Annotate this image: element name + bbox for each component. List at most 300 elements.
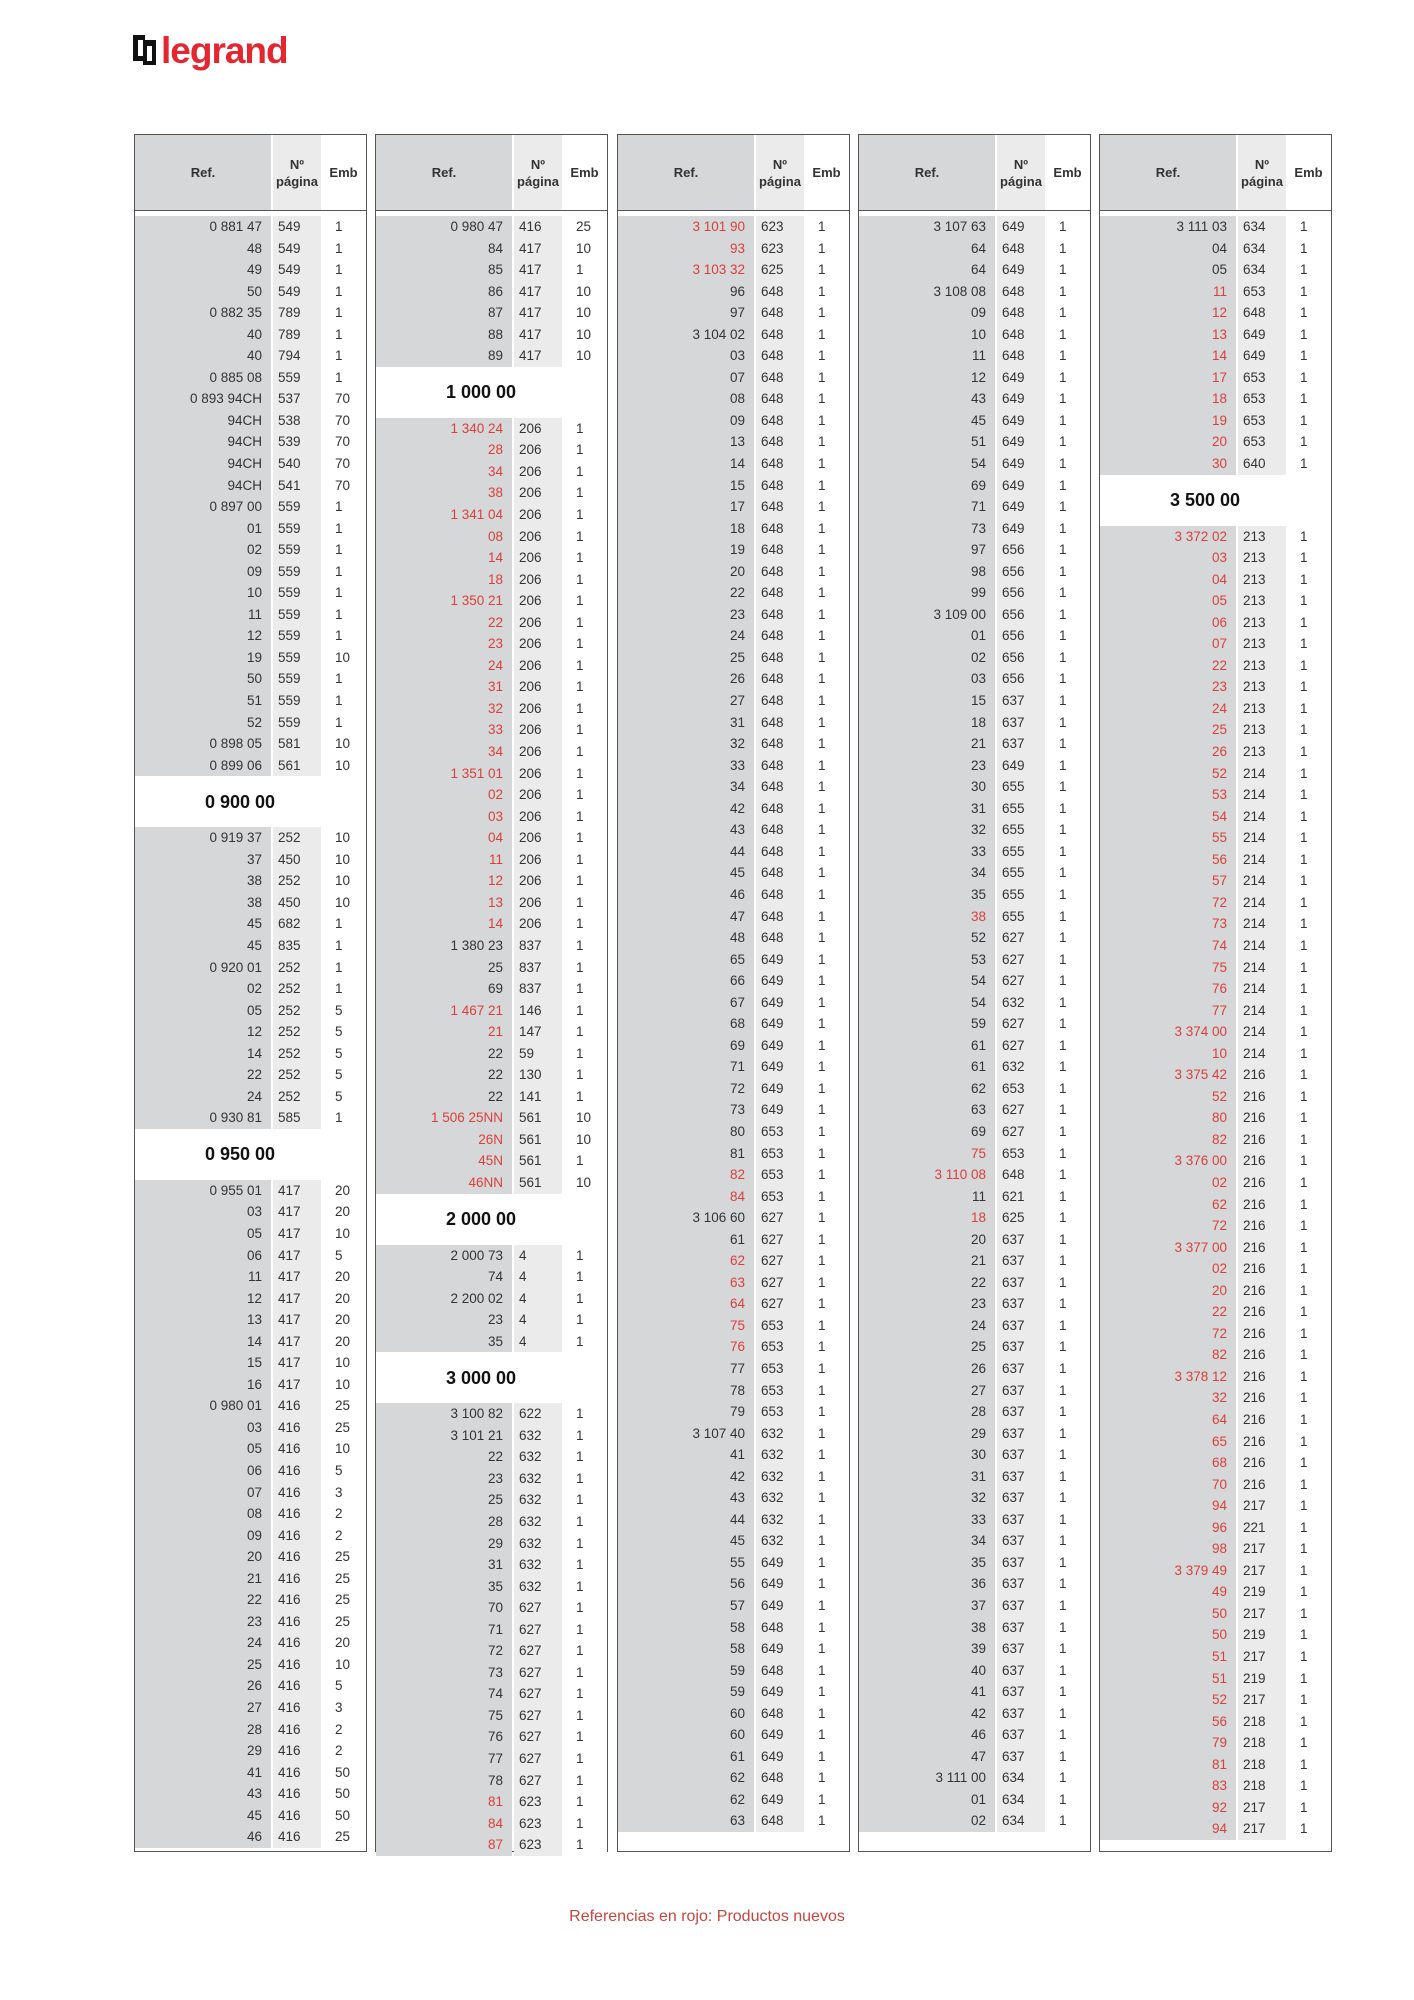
ref-cell: 51 — [859, 431, 995, 453]
ref-cell: 32 — [859, 1487, 995, 1509]
header-pagina-line2: página — [517, 173, 559, 189]
table-row — [618, 345, 849, 367]
emb-cell: 1 — [1045, 1099, 1090, 1121]
table-row-new-product — [1100, 806, 1331, 828]
table-row — [135, 281, 366, 303]
page-cell: 559 — [273, 582, 321, 604]
emb-cell: 1 — [1045, 992, 1090, 1014]
ref-cell: 43 — [618, 819, 754, 841]
emb-cell: 1 — [1286, 612, 1331, 634]
ref-cell: 64 — [618, 1293, 754, 1315]
page-cell: 416 — [273, 1438, 321, 1460]
header-ref: Ref. — [859, 135, 995, 210]
table-row — [135, 604, 366, 626]
emb-cell: 1 — [1286, 1215, 1331, 1237]
ref-cell: 94CH — [135, 431, 271, 453]
emb-cell: 1 — [804, 1186, 849, 1208]
reference-table-column-1 — [134, 134, 367, 1852]
page-cell: 417 — [514, 259, 562, 281]
ref-cell: 31 — [376, 1554, 512, 1576]
emb-cell: 1 — [1045, 1336, 1090, 1358]
ref-cell: 32 — [859, 819, 995, 841]
ref-cell: 97 — [859, 539, 995, 561]
page-cell: 655 — [997, 819, 1045, 841]
page-cell: 214 — [1238, 913, 1286, 935]
table-row — [859, 518, 1090, 540]
ref-cell: 36 — [859, 1573, 995, 1595]
table-rows — [1100, 211, 1331, 1840]
ref-cell: 05 — [135, 1223, 271, 1245]
table-row-new-product — [1100, 1301, 1331, 1323]
ref-cell: 33 — [859, 841, 995, 863]
page-cell: 549 — [273, 216, 321, 238]
page-cell: 206 — [514, 676, 562, 698]
page-cell: 416 — [273, 1805, 321, 1827]
emb-cell: 1 — [804, 1380, 849, 1402]
emb-cell: 20 — [321, 1309, 366, 1331]
ref-cell: 75 — [859, 1143, 995, 1165]
ref-cell: 0 955 01 — [135, 1180, 271, 1202]
emb-cell: 20 — [321, 1266, 366, 1288]
emb-cell: 1 — [1286, 1775, 1331, 1797]
emb-cell: 1 — [1045, 1272, 1090, 1294]
page-cell: 648 — [997, 324, 1045, 346]
reference-table-column-2 — [375, 134, 608, 1852]
table-row — [376, 1597, 607, 1619]
emb-cell: 1 — [804, 906, 849, 928]
page-cell: 213 — [1238, 569, 1286, 591]
ref-cell: 34 — [859, 862, 995, 884]
emb-cell: 1 — [804, 1810, 849, 1832]
table-row — [376, 345, 607, 367]
table-row — [376, 1288, 607, 1310]
table-row — [376, 1511, 607, 1533]
page-cell: 653 — [756, 1336, 804, 1358]
ref-cell: 11 — [859, 1186, 995, 1208]
page-cell: 649 — [997, 367, 1045, 389]
ref-cell: 13 — [376, 892, 512, 914]
emb-cell: 1 — [562, 1576, 607, 1598]
table-row-new-product — [376, 1834, 607, 1856]
ref-cell: 3 103 32 — [618, 259, 754, 281]
table-row — [859, 1423, 1090, 1445]
ref-cell: 71 — [859, 496, 995, 518]
ref-cell: 3 107 63 — [859, 216, 995, 238]
emb-cell: 1 — [1045, 1681, 1090, 1703]
table-row-new-product — [1100, 784, 1331, 806]
emb-cell: 5 — [321, 1064, 366, 1086]
page-cell: 416 — [273, 1654, 321, 1676]
emb-cell: 1 — [562, 1726, 607, 1748]
emb-cell: 1 — [321, 978, 366, 1000]
emb-cell: 1 — [562, 741, 607, 763]
table-row — [618, 302, 849, 324]
emb-cell: 10 — [562, 324, 607, 346]
table-row-new-product — [1100, 1021, 1331, 1043]
ref-cell: 93 — [618, 238, 754, 260]
table-row-new-product — [1100, 1043, 1331, 1065]
ref-cell: 13 — [135, 1309, 271, 1331]
section-heading: 0 900 00 — [135, 780, 366, 824]
page-cell: 637 — [997, 1336, 1045, 1358]
emb-cell: 1 — [1286, 569, 1331, 591]
page-cell: 648 — [756, 712, 804, 734]
table-row — [376, 935, 607, 957]
emb-cell: 10 — [562, 1107, 607, 1129]
emb-cell: 1 — [1045, 1660, 1090, 1682]
page-cell: 627 — [756, 1229, 804, 1251]
page-cell: 649 — [997, 518, 1045, 540]
table-row-new-product — [1100, 1732, 1331, 1754]
emb-cell: 10 — [321, 1352, 366, 1374]
ref-cell: 97 — [618, 302, 754, 324]
emb-cell: 1 — [321, 1107, 366, 1129]
page-cell: 252 — [273, 978, 321, 1000]
emb-cell: 1 — [1045, 1078, 1090, 1100]
emb-cell: 1 — [321, 913, 366, 935]
page-cell: 632 — [756, 1530, 804, 1552]
page-cell: 416 — [273, 1826, 321, 1848]
ref-cell: 20 — [1100, 1280, 1236, 1302]
page-cell: 637 — [997, 1681, 1045, 1703]
emb-cell: 1 — [1286, 1280, 1331, 1302]
ref-cell: 72 — [1100, 1323, 1236, 1345]
page-cell: 637 — [997, 1530, 1045, 1552]
ref-cell: 94CH — [135, 453, 271, 475]
reference-table-column-5 — [1099, 134, 1332, 1852]
emb-cell: 1 — [804, 862, 849, 884]
page-cell: 559 — [273, 539, 321, 561]
page-cell: 214 — [1238, 957, 1286, 979]
ref-cell: 02 — [859, 647, 995, 669]
table-row — [135, 561, 366, 583]
table-row — [859, 1056, 1090, 1078]
table-row-new-product — [1100, 388, 1331, 410]
emb-cell: 2 — [321, 1503, 366, 1525]
ref-cell: 24 — [1100, 698, 1236, 720]
ref-cell: 22 — [135, 1589, 271, 1611]
page-cell: 416 — [273, 1762, 321, 1784]
page-cell: 632 — [997, 992, 1045, 1014]
table-rows — [376, 211, 607, 1856]
ref-cell: 72 — [376, 1640, 512, 1662]
table-row — [135, 539, 366, 561]
ref-cell: 07 — [618, 367, 754, 389]
page-cell: 206 — [514, 763, 562, 785]
table-row-new-product — [376, 676, 607, 698]
emb-cell: 1 — [804, 1056, 849, 1078]
page-cell: 216 — [1238, 1237, 1286, 1259]
page-cell: 632 — [997, 1056, 1045, 1078]
page-cell: 637 — [997, 1250, 1045, 1272]
ref-cell: 43 — [135, 1783, 271, 1805]
ref-cell: 55 — [618, 1552, 754, 1574]
header-emb: Emb — [804, 135, 849, 210]
emb-cell: 1 — [562, 1791, 607, 1813]
emb-cell: 1 — [562, 1331, 607, 1353]
table-rows — [135, 211, 366, 1848]
page-cell: 217 — [1238, 1797, 1286, 1819]
table-row-new-product — [1100, 1495, 1331, 1517]
ref-cell: 94CH — [135, 410, 271, 432]
table-row — [135, 647, 366, 669]
page-cell: 634 — [1238, 216, 1286, 238]
page-cell: 649 — [997, 755, 1045, 777]
table-row-new-product — [376, 741, 607, 763]
emb-cell: 1 — [562, 526, 607, 548]
ref-cell: 22 — [376, 1064, 512, 1086]
page-cell: 648 — [756, 625, 804, 647]
page-cell: 632 — [756, 1444, 804, 1466]
ref-cell: 37 — [859, 1595, 995, 1617]
ref-cell: 50 — [1100, 1624, 1236, 1646]
table-row — [618, 475, 849, 497]
emb-cell: 10 — [321, 892, 366, 914]
emb-cell: 5 — [321, 1086, 366, 1108]
page-cell: 655 — [997, 841, 1045, 863]
page-cell: 206 — [514, 612, 562, 634]
page-cell: 637 — [997, 1466, 1045, 1488]
page-cell: 634 — [1238, 259, 1286, 281]
table-row — [859, 884, 1090, 906]
table-row-new-product — [1100, 1258, 1331, 1280]
header-pagina-line2: página — [1000, 173, 1042, 189]
emb-cell: 1 — [1045, 604, 1090, 626]
emb-cell: 1 — [562, 1245, 607, 1267]
ref-cell: 43 — [859, 388, 995, 410]
page-cell: 794 — [273, 345, 321, 367]
emb-cell: 1 — [804, 1509, 849, 1531]
ref-cell: 42 — [618, 798, 754, 820]
ref-cell: 06 — [135, 1245, 271, 1267]
table-row — [618, 690, 849, 712]
emb-cell: 10 — [562, 238, 607, 260]
emb-cell: 1 — [562, 655, 607, 677]
ref-cell: 06 — [1100, 612, 1236, 634]
emb-cell: 1 — [562, 827, 607, 849]
emb-cell: 1 — [1286, 1452, 1331, 1474]
ref-cell: 30 — [1100, 453, 1236, 475]
table-row — [376, 1064, 607, 1086]
page-cell: 561 — [514, 1129, 562, 1151]
table-row-new-product — [376, 504, 607, 526]
ref-cell: 51 — [135, 690, 271, 712]
page-cell: 625 — [756, 259, 804, 281]
emb-cell: 1 — [1045, 238, 1090, 260]
ref-cell: 04 — [1100, 569, 1236, 591]
ref-cell: 0 919 37 — [135, 827, 271, 849]
emb-cell: 25 — [321, 1826, 366, 1848]
page-cell: 648 — [756, 1660, 804, 1682]
page-cell: 559 — [273, 604, 321, 626]
page-cell: 217 — [1238, 1818, 1286, 1840]
ref-cell: 3 111 03 — [1100, 216, 1236, 238]
page-cell: 653 — [1238, 431, 1286, 453]
table-row — [859, 1810, 1090, 1832]
page-cell: 648 — [756, 690, 804, 712]
emb-cell: 1 — [1045, 1595, 1090, 1617]
ref-cell: 15 — [135, 1352, 271, 1374]
page-cell: 653 — [997, 1078, 1045, 1100]
page-cell: 637 — [997, 1293, 1045, 1315]
page-cell: 206 — [514, 870, 562, 892]
emb-cell: 25 — [562, 216, 607, 238]
emb-cell: 1 — [804, 1466, 849, 1488]
table-row — [376, 1468, 607, 1490]
page-cell: 648 — [756, 1767, 804, 1789]
emb-cell: 1 — [1286, 1194, 1331, 1216]
ref-cell: 58 — [618, 1617, 754, 1639]
page-cell: 627 — [514, 1770, 562, 1792]
page-cell: 632 — [514, 1576, 562, 1598]
ref-cell: 21 — [135, 1568, 271, 1590]
table-header — [376, 135, 607, 211]
ref-cell: 64 — [859, 259, 995, 281]
table-row-new-product — [376, 806, 607, 828]
table-row — [618, 1056, 849, 1078]
emb-cell: 1 — [1045, 970, 1090, 992]
table-row — [618, 1638, 849, 1660]
emb-cell: 1 — [321, 281, 366, 303]
emb-cell: 1 — [1286, 345, 1331, 367]
page-cell: 648 — [997, 238, 1045, 260]
page-cell: 416 — [273, 1395, 321, 1417]
ref-cell: 22 — [1100, 1301, 1236, 1323]
table-row-new-product — [1100, 741, 1331, 763]
ref-cell: 38 — [859, 906, 995, 928]
table-row — [135, 1086, 366, 1108]
emb-cell: 1 — [1045, 453, 1090, 475]
ref-cell: 48 — [135, 238, 271, 260]
page-cell: 648 — [997, 345, 1045, 367]
emb-cell: 1 — [562, 1640, 607, 1662]
emb-cell: 1 — [804, 518, 849, 540]
page-cell: 206 — [514, 806, 562, 828]
table-row — [859, 1336, 1090, 1358]
ref-cell: 24 — [376, 655, 512, 677]
table-row — [376, 302, 607, 324]
ref-cell: 28 — [135, 1719, 271, 1741]
ref-cell: 80 — [618, 1121, 754, 1143]
emb-cell: 10 — [321, 827, 366, 849]
table-row — [135, 324, 366, 346]
emb-cell: 1 — [1286, 1366, 1331, 1388]
emb-cell: 5 — [321, 1675, 366, 1697]
page-cell: 648 — [756, 776, 804, 798]
emb-cell: 1 — [1286, 367, 1331, 389]
table-row — [135, 870, 366, 892]
ref-cell: 10 — [135, 582, 271, 604]
table-row — [135, 1395, 366, 1417]
emb-cell: 1 — [1045, 1509, 1090, 1531]
table-row — [376, 1331, 607, 1353]
ref-cell: 0 893 94CH — [135, 388, 271, 410]
ref-cell: 14 — [135, 1331, 271, 1353]
page-cell: 632 — [514, 1468, 562, 1490]
table-row — [859, 281, 1090, 303]
emb-cell: 1 — [562, 1834, 607, 1856]
table-row — [376, 978, 607, 1000]
page-cell: 252 — [273, 1000, 321, 1022]
page-cell: 417 — [514, 238, 562, 260]
reference-table-column-4 — [858, 134, 1091, 1852]
page-cell: 416 — [273, 1525, 321, 1547]
ref-cell: 07 — [1100, 633, 1236, 655]
emb-cell: 1 — [321, 668, 366, 690]
emb-cell: 1 — [1045, 1487, 1090, 1509]
emb-cell: 1 — [804, 625, 849, 647]
page-cell: 214 — [1238, 849, 1286, 871]
ref-cell: 85 — [376, 259, 512, 281]
page-cell: 417 — [514, 302, 562, 324]
page-cell: 623 — [514, 1813, 562, 1835]
emb-cell: 1 — [562, 439, 607, 461]
ref-cell: 50 — [135, 281, 271, 303]
emb-cell: 1 — [1045, 1229, 1090, 1251]
emb-cell: 1 — [1045, 841, 1090, 863]
table-row-new-product — [376, 849, 607, 871]
page-cell: 653 — [1238, 410, 1286, 432]
table-row-new-product — [376, 418, 607, 440]
page-cell: 648 — [756, 324, 804, 346]
table-row — [135, 849, 366, 871]
emb-cell: 1 — [1286, 259, 1331, 281]
page-cell: 206 — [514, 913, 562, 935]
table-row-new-product — [376, 526, 607, 548]
ref-cell: 31 — [859, 1466, 995, 1488]
ref-cell: 0 882 35 — [135, 302, 271, 324]
page-cell: 648 — [756, 475, 804, 497]
emb-cell: 25 — [321, 1589, 366, 1611]
emb-cell: 1 — [1045, 1380, 1090, 1402]
ref-cell: 60 — [618, 1724, 754, 1746]
page-cell: 632 — [756, 1487, 804, 1509]
ref-cell: 63 — [618, 1810, 754, 1832]
ref-cell: 3 375 42 — [1100, 1064, 1236, 1086]
page-cell: 214 — [1238, 892, 1286, 914]
table-row — [135, 1288, 366, 1310]
page-cell: 585 — [273, 1107, 321, 1129]
emb-cell: 1 — [562, 763, 607, 785]
page-cell: 541 — [273, 475, 321, 497]
page-cell: 141 — [514, 1086, 562, 1108]
ref-cell: 54 — [859, 970, 995, 992]
header-ref: Ref. — [135, 135, 271, 210]
page-cell: 213 — [1238, 612, 1286, 634]
ref-cell: 01 — [135, 518, 271, 540]
page-cell: 4 — [514, 1245, 562, 1267]
ref-cell: 35 — [859, 1552, 995, 1574]
table-row-new-product — [376, 1172, 607, 1194]
emb-cell: 10 — [562, 302, 607, 324]
table-row — [135, 1482, 366, 1504]
header-pagina-line2: página — [1241, 173, 1283, 189]
emb-cell: 50 — [321, 1762, 366, 1784]
table-row-new-product — [1100, 324, 1331, 346]
page-cell: 559 — [273, 647, 321, 669]
page-cell: 627 — [514, 1662, 562, 1684]
page-cell: 417 — [273, 1201, 321, 1223]
table-row-new-product — [618, 1315, 849, 1337]
table-row-new-product — [1100, 1689, 1331, 1711]
page-cell: 649 — [1238, 324, 1286, 346]
emb-cell: 1 — [804, 1315, 849, 1337]
ref-cell: 22 — [1100, 655, 1236, 677]
page-cell: 219 — [1238, 1581, 1286, 1603]
ref-cell: 46 — [859, 1724, 995, 1746]
page-cell: 214 — [1238, 978, 1286, 1000]
emb-cell: 1 — [804, 1617, 849, 1639]
